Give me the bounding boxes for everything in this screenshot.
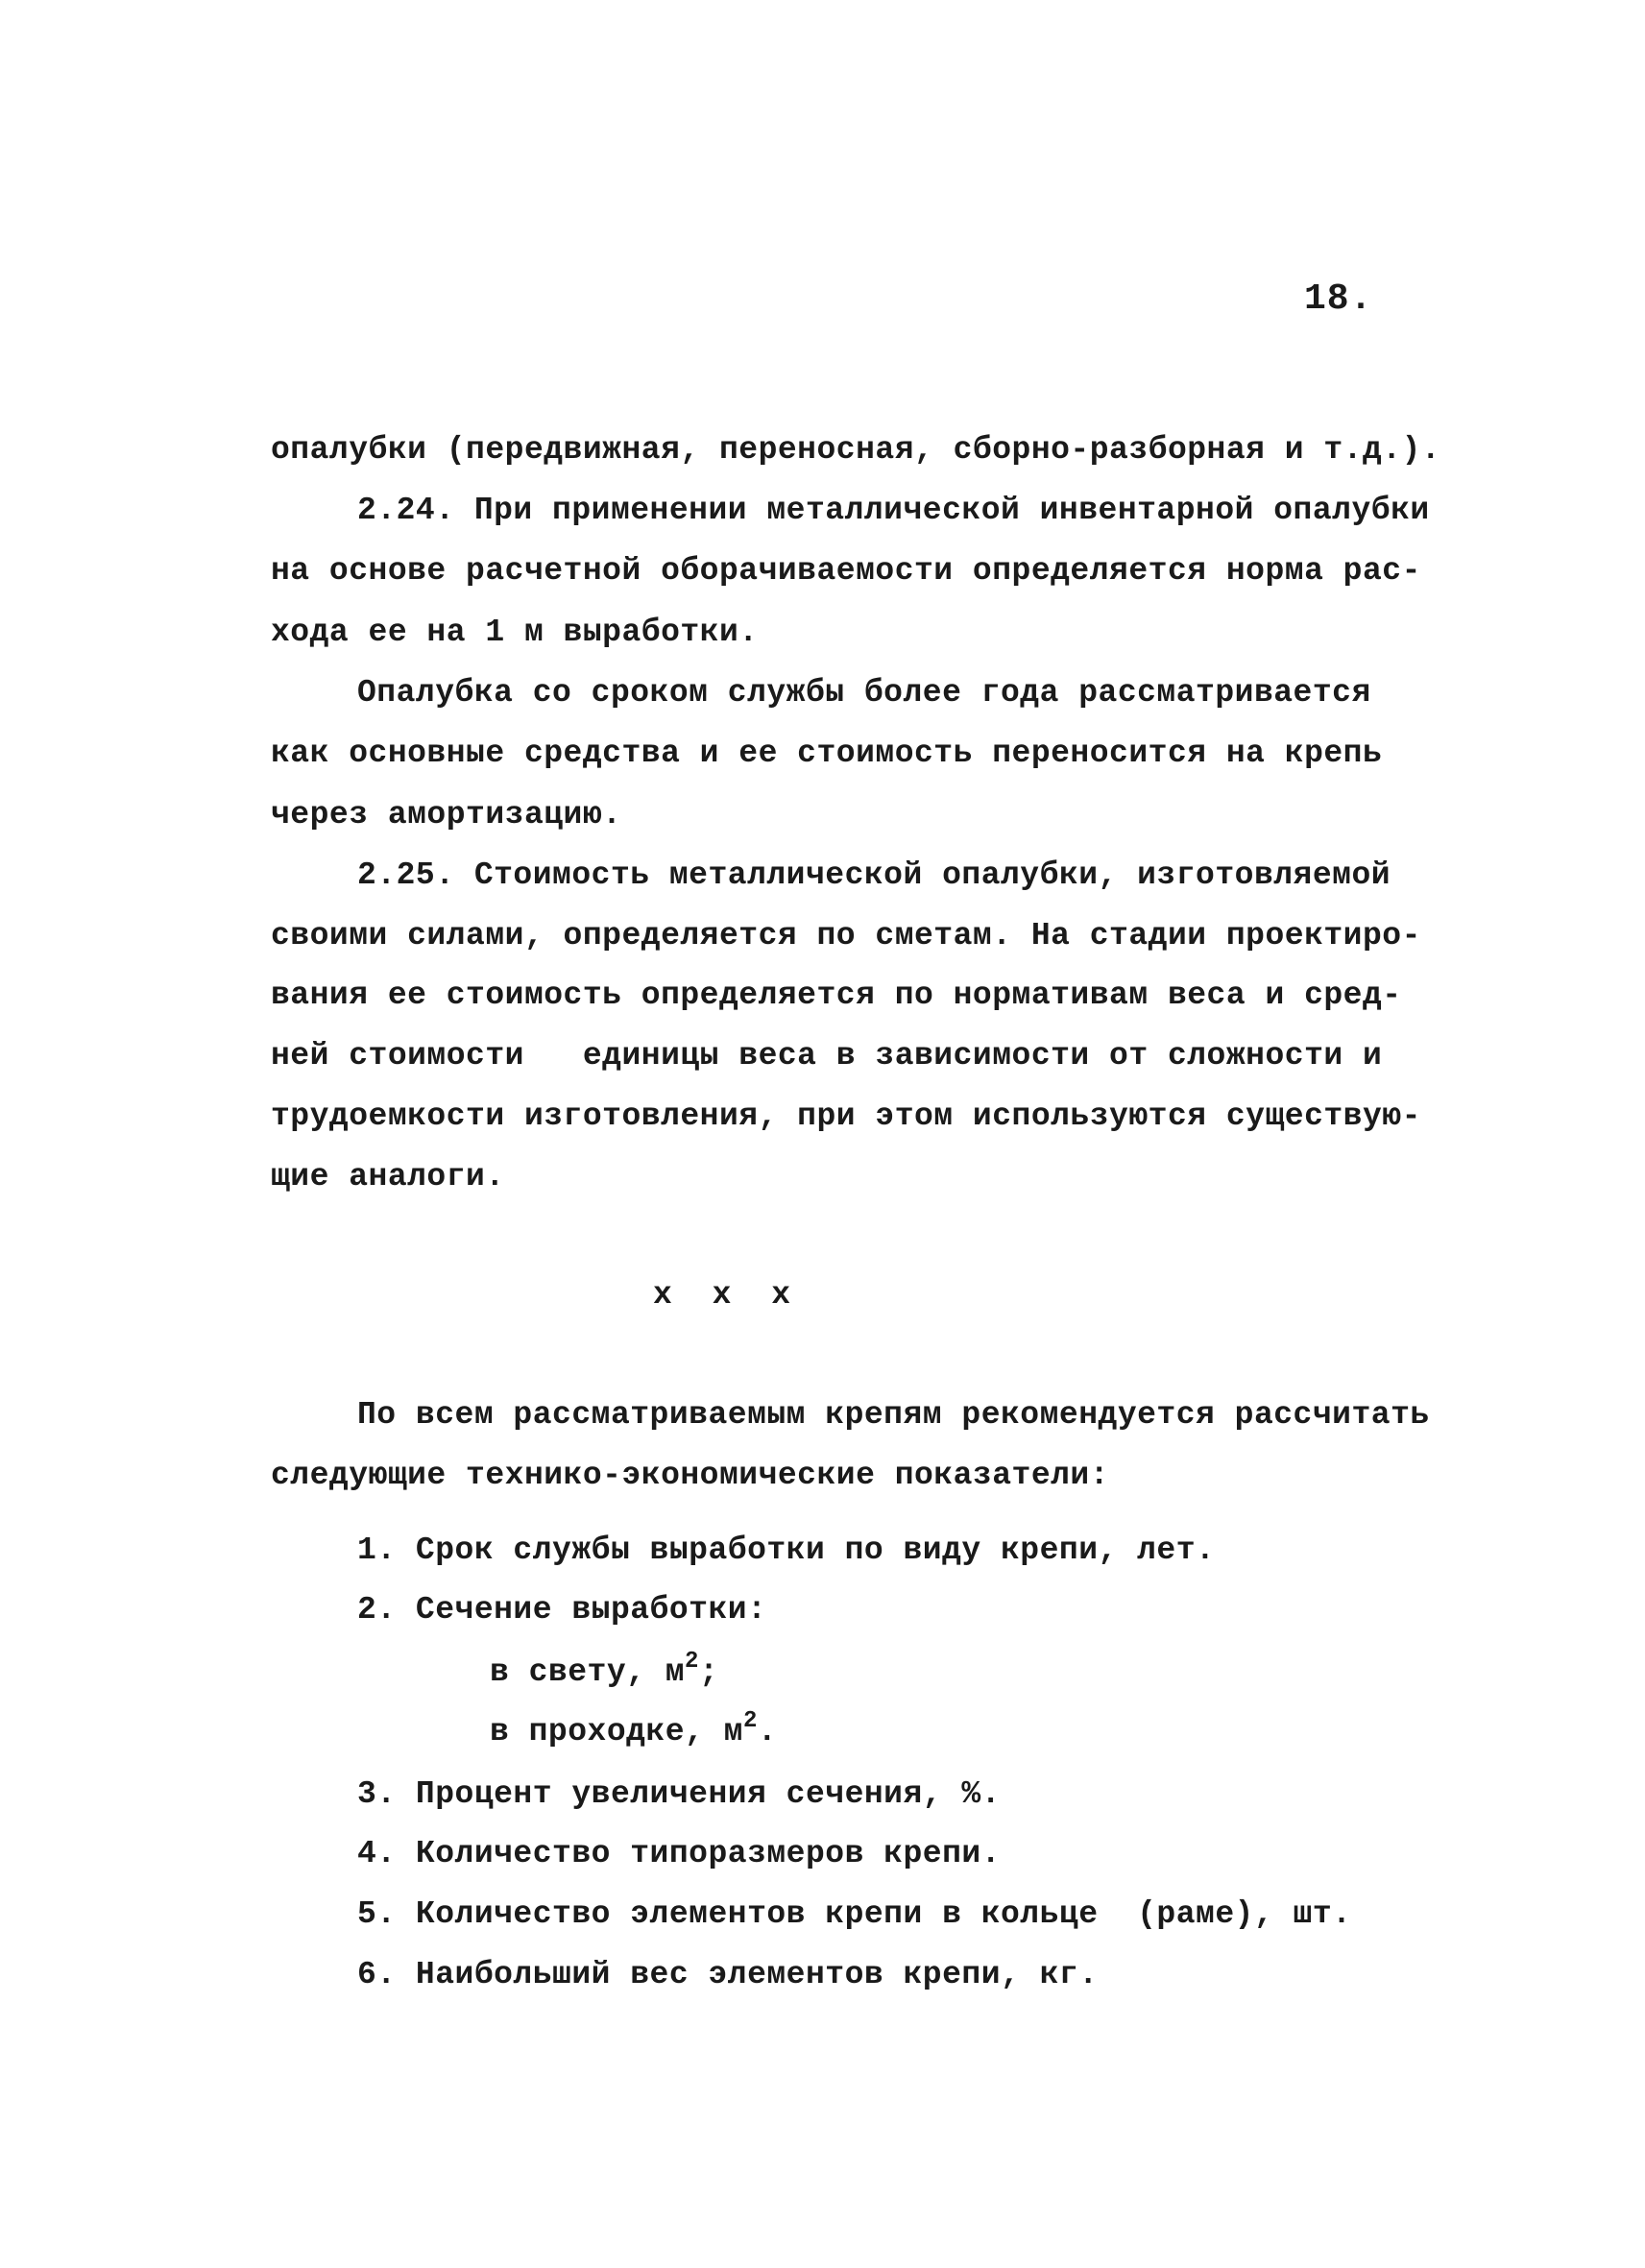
subitem-text: в свету, м (490, 1654, 686, 1690)
superscript: 2 (742, 1708, 758, 1734)
text-line: 2.24. При применении металлической инвентарной опалубки (357, 493, 1430, 528)
text-line: ней стоимости единицы веса в зависимости от сложности и (271, 1038, 1383, 1074)
list-item: 4. Количество типоразмеров крепи. (357, 1836, 1002, 1871)
list-item: 3. Процент увеличения сечения, %. (357, 1776, 1002, 1812)
text-line: опалубки (передвижная, переносная, сборно-разборная и т.д.). (271, 432, 1441, 468)
text-line: своими силами, определяется по сметам. На стадии проектиро- (271, 918, 1421, 953)
text-line: 2.25. Стоимость металлической опалубки, изготовляемой (357, 857, 1391, 893)
text-line: на основе расчетной оборачиваемости определяется норма рас- (271, 553, 1421, 589)
text-line: через амортизацию. (271, 797, 622, 832)
list-item: 1. Срок службы выработки по виду крепи, лет. (357, 1532, 1216, 1568)
list-subitem (490, 1708, 778, 1749)
text-line: трудоемкости изготовления, при этом используются существую- (271, 1098, 1421, 1134)
subitem-text: в проходке, м (490, 1714, 743, 1749)
superscript: 2 (685, 1649, 699, 1675)
text-line: Опалубка со сроком службы более года рассматривается (357, 675, 1371, 711)
subitem-end: . (757, 1714, 778, 1749)
list-item: 5. Количество элементов крепи в кольце (раме), шт. (357, 1896, 1352, 1932)
page-number: 18. (1304, 278, 1373, 320)
text-line: По всем рассматриваемым крепям рекомендуется рассчитать (357, 1397, 1430, 1433)
list-item: 6. Наибольший вес элементов крепи, кг. (357, 1957, 1099, 1992)
list-item: 2. Сечение выработки: (357, 1592, 767, 1628)
text-line: щие аналоги. (271, 1159, 505, 1194)
subitem-end: ; (698, 1654, 719, 1690)
text-line: вания ее стоимость определяется по нормативам веса и сред- (271, 977, 1402, 1013)
text-line: как основные средства и ее стоимость переносится на крепь (271, 736, 1383, 771)
section-separator: x x x (653, 1277, 791, 1313)
list-subitem (490, 1649, 719, 1690)
text-line: следующие технико-экономические показатели: (271, 1458, 1110, 1493)
text-line: хода ее на 1 м выработки. (271, 615, 759, 650)
